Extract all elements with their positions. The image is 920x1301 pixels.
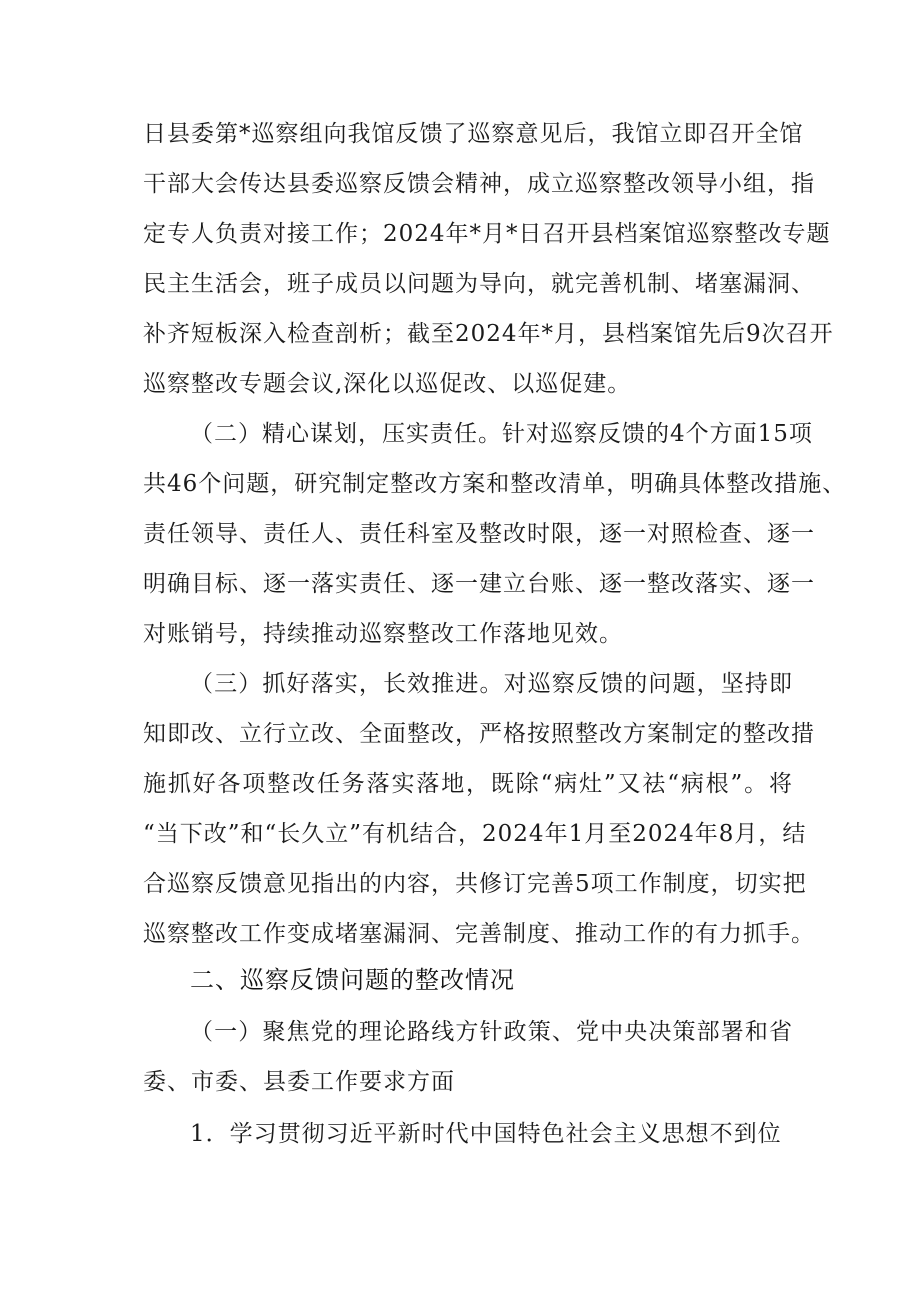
paragraph-3-line-4: “当下改”和“长久立”有机结合，2024年1月至2024年8月，结 <box>143 821 807 847</box>
paragraph-4-line-2: 委、市委、县委工作要求方面 <box>143 1069 455 1095</box>
paragraph-3-line-6: 巡察整改工作变成堵塞漏洞、完善制度、推动工作的有力抓手。 <box>143 921 815 947</box>
paragraph-1-line-5: 补齐短板深入检查剖析；截至2024年*月，县档案馆先后9次召开 <box>143 321 834 347</box>
paragraph-2-line-4: 明确目标、逐一落实责任、逐一建立台账、逐一整改落实、逐一 <box>143 571 815 597</box>
item-1-title: 1．学习贯彻习近平新时代中国特色社会主义思想不到位 <box>190 1121 782 1147</box>
paragraph-3-line-2: 知即改、立行立改、全面整改，严格按照整改方案制定的整改措 <box>143 721 815 747</box>
paragraph-3-line-3: 施抓好各项整改任务落实落地，既除“病灶”又祛“病根”。将 <box>143 771 793 797</box>
paragraph-1-line-6: 巡察整改专题会议,深化以巡促改、以巡促建。 <box>143 371 632 397</box>
paragraph-3-line-5: 合巡察反馈意见指出的内容，共修订完善5项工作制度，切实把 <box>143 871 807 897</box>
paragraph-2-line-2: 共46个问题，研究制定整改方案和整改清单，明确具体整改措施、 <box>143 471 847 497</box>
paragraph-1-line-2: 干部大会传达县委巡察反馈会精神，成立巡察整改领导小组，指 <box>143 171 815 197</box>
paragraph-3-line-1: （三）抓好落实，长效推进。对巡察反馈的问题，坚持即 <box>190 671 793 697</box>
paragraph-1-line-3: 定专人负责对接工作；2024年*月*日召开县档案馆巡察整改专题 <box>143 221 831 247</box>
paragraph-2-line-5: 对账销号，持续推动巡察整改工作落地见效。 <box>143 621 623 647</box>
paragraph-1-line-1: 日县委第*巡察组向我馆反馈了巡察意见后，我馆立即召开全馆 <box>143 121 804 147</box>
paragraph-4-line-1: （一）聚焦党的理论路线方针政策、党中央决策部署和省 <box>190 1019 793 1045</box>
paragraph-2-line-3: 责任领导、责任人、责任科室及整改时限，逐一对照检查、逐一 <box>143 521 815 547</box>
section-heading: 二、巡察反馈问题的整改情况 <box>190 966 515 994</box>
paragraph-2-line-1: （二）精心谋划，压实责任。针对巡察反馈的4个方面15项 <box>190 421 813 447</box>
paragraph-1-line-4: 民主生活会，班子成员以问题为导向，就完善机制、堵塞漏洞、 <box>143 271 815 297</box>
